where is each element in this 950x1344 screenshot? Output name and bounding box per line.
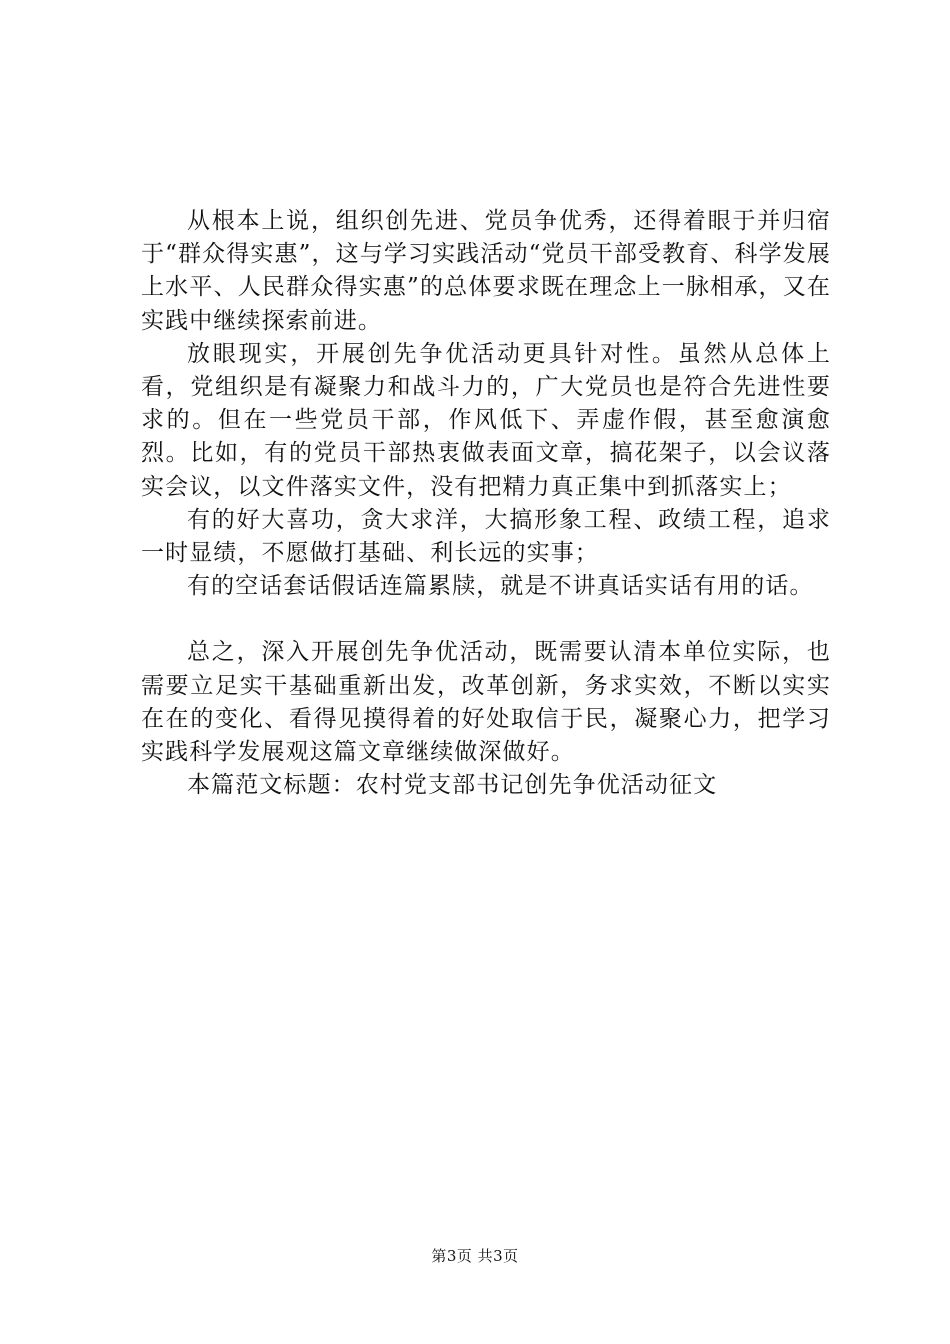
paragraph-2: 放眼现实，开展创先争优活动更具针对性。虽然从总体上看，党组织是有凝聚力和战斗力的，广大党员也是符合先进性要求的。但在一些党员干部，作风低下、弄虚作假，甚至愈演愈烈。比如，有的党员干部热衷做表面文章，搞花架子，以会议落实会议，以文件落实文件，没有把精力真正集中到抓落实上； xyxy=(141,340,831,500)
paragraph-4: 有的空话套话假话连篇累牍，就是不讲真话实话有用的话。 xyxy=(187,573,814,600)
article-title-line: 本篇范文标题：农村党支部书记创先争优活动征文 xyxy=(187,772,718,799)
page-footer: 第3页 共3页 xyxy=(431,1247,519,1265)
paragraph-3: 有的好大喜功，贪大求洋，大搞形象工程、政绩工程，追求一时显绩，不愿做打基础、利长远的实事； xyxy=(141,506,831,567)
paragraph-5: 总之，深入开展创先争优活动，既需要认清本单位实际，也需要立足实干基础重新出发，改革创新，务求实效，不断以实实在在的变化、看得见摸得着的好处取信于民，凝聚心力，把学习实践科学发展观这篇文章继续做深做好。 xyxy=(141,639,831,766)
document-body xyxy=(141,205,831,802)
paragraph-1: 从根本上说，组织创先进、党员争优秀，还得着眼于并归宿于“群众得实惠”，这与学习实践活动“党员干部受教育、科学发展上水平、人民群众得实惠”的总体要求既在理念上一脉相承，又在实践中继续探索前进。 xyxy=(141,208,831,334)
paragraph-spacer xyxy=(141,603,831,636)
